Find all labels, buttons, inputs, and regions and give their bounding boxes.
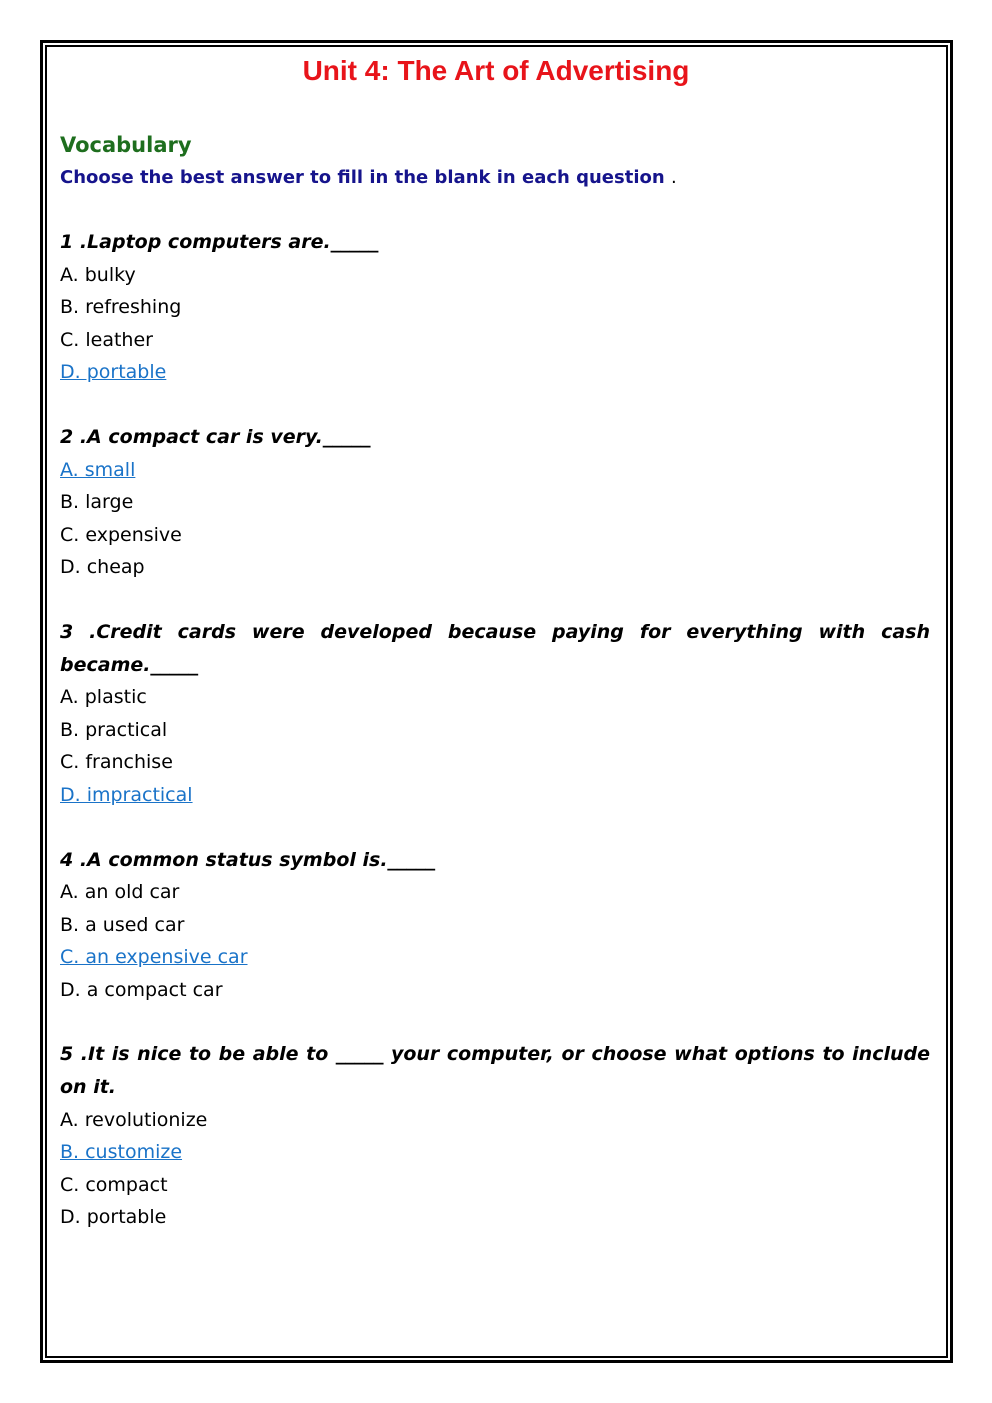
question-text: 2 .A compact car is very._____ bbox=[60, 425, 371, 448]
question-text: 3 .Credit cards were developed because paying for everything with cash became._____ bbox=[60, 620, 930, 676]
question-text: 1 .Laptop computers are._____ bbox=[60, 231, 379, 253]
question-2 bbox=[60, 421, 930, 584]
question-5 bbox=[60, 1038, 930, 1234]
worksheet-content bbox=[60, 128, 930, 1234]
option[interactable]: A. revolutionize bbox=[60, 1108, 208, 1131]
instruction-text bbox=[60, 162, 930, 194]
page-title: Unit 4: The Art of Advertising bbox=[302, 55, 690, 86]
instruction-period: . bbox=[670, 167, 677, 188]
answer-option[interactable]: C. an expensive car bbox=[60, 946, 248, 969]
question-4 bbox=[60, 844, 930, 1007]
option[interactable]: D. a compact car bbox=[60, 978, 223, 1001]
question-list bbox=[60, 226, 930, 1234]
option[interactable]: B. practical bbox=[60, 718, 168, 741]
question-text: 4 .A common status symbol is._____ bbox=[60, 848, 436, 871]
option[interactable]: C. franchise bbox=[60, 751, 173, 774]
question-1 bbox=[60, 226, 930, 389]
option[interactable]: B. a used car bbox=[60, 913, 185, 936]
option[interactable]: A. bulky bbox=[60, 263, 136, 286]
option[interactable]: B. large bbox=[60, 491, 134, 514]
option[interactable]: C. compact bbox=[60, 1173, 168, 1196]
option[interactable]: A. an old car bbox=[60, 881, 180, 904]
option[interactable]: D. portable bbox=[60, 1206, 167, 1229]
answer-option[interactable]: D. impractical bbox=[60, 783, 193, 806]
option[interactable]: D. cheap bbox=[60, 556, 145, 579]
instruction-label: Choose the best answer to fill in the blank in each question bbox=[60, 167, 665, 188]
option[interactable]: C. leather bbox=[60, 328, 153, 351]
question-text: 5 .It is nice to be able to _____ your computer, or choose what options to include on it. bbox=[60, 1043, 930, 1099]
answer-option[interactable]: A. small bbox=[60, 458, 136, 481]
section-heading: Vocabulary bbox=[60, 133, 192, 157]
option[interactable]: C. expensive bbox=[60, 523, 182, 546]
answer-option[interactable]: B. customize bbox=[60, 1141, 183, 1164]
question-3 bbox=[60, 616, 930, 812]
option[interactable]: A. plastic bbox=[60, 686, 147, 709]
option[interactable]: B. refreshing bbox=[60, 296, 182, 319]
answer-option[interactable]: D. portable bbox=[60, 361, 167, 384]
